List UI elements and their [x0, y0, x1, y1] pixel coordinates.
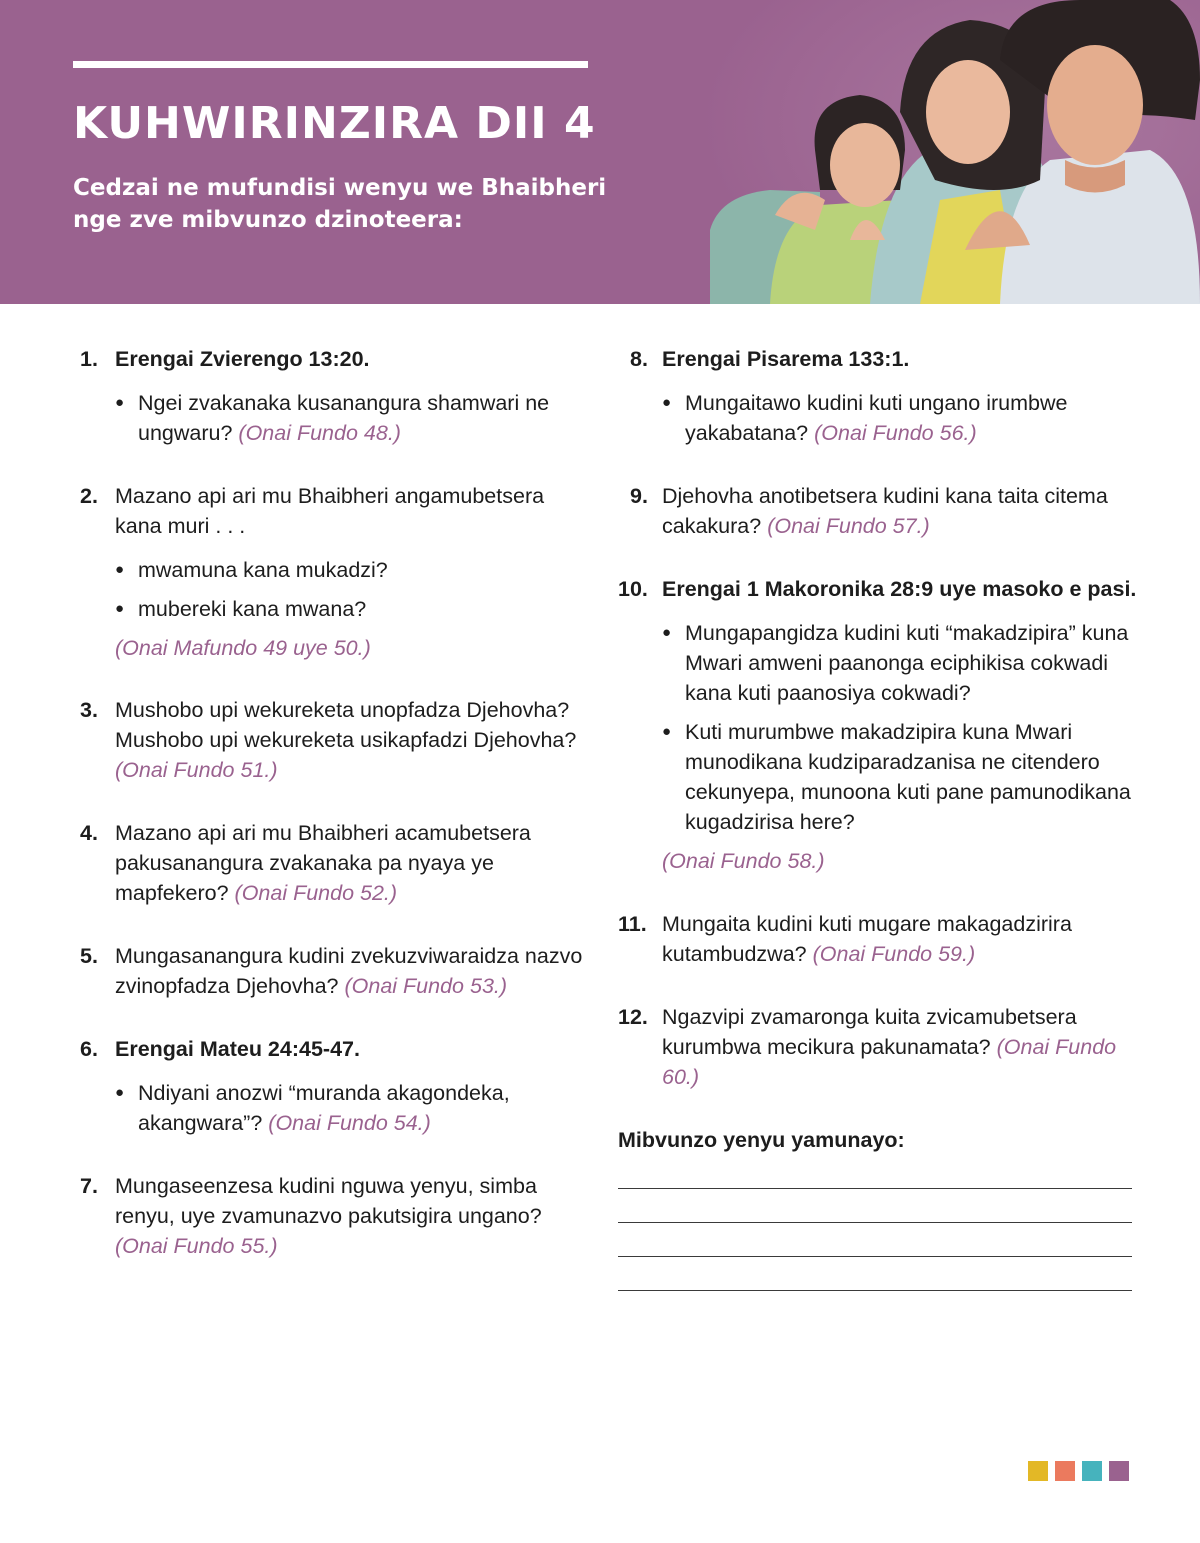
bullet-list	[115, 388, 590, 448]
reference-link[interactable]: (Onai Fundo 51.)	[115, 758, 278, 782]
question-text: Djehovha anotibetsera kudini kana taita citema cakakura?	[662, 484, 1108, 538]
header-rule	[73, 61, 588, 68]
question-number: 10.	[618, 577, 648, 601]
swatch-purple	[1109, 1461, 1129, 1481]
bullet-text: Ndiyani anozwi “muranda akagondeka, akangwara”?	[138, 1081, 510, 1135]
bullet-text: Kuti murumbwe makadzipira kuna Mwari munodikana kudziparadzanisa ne citendero cekunyepa, munoona kuti pane pamunodikana kugadzirisa here?	[685, 720, 1131, 834]
question-number: 6.	[80, 1037, 98, 1061]
bullet-text: mubereki kana mwana?	[138, 597, 367, 621]
bullet-text: mwamuna kana mukadzi?	[138, 558, 388, 582]
bullet-list	[662, 388, 1138, 448]
swatch-yellow	[1028, 1461, 1048, 1481]
reference-link[interactable]: (Onai Fundo 57.)	[767, 514, 930, 538]
question-5	[80, 941, 590, 1001]
question-number: 2.	[80, 484, 98, 508]
bullet-item	[115, 555, 590, 585]
reference-link[interactable]: (Onai Fundo 53.)	[344, 974, 508, 998]
bullet-text: Mungaitawo kudini kuti ungano irumbwe yakabatana?	[685, 391, 1068, 445]
question-9	[618, 481, 1138, 541]
bullet-text: Mungapangidza kudini kuti “makadzipira” kuna Mwari amweni paanonga eciphikisa cokwadi kana kuti paanosiya cokwadi?	[685, 621, 1129, 705]
questions-right-column	[618, 344, 1138, 1291]
question-7	[80, 1171, 590, 1261]
color-swatches	[1028, 1461, 1129, 1481]
reference-link[interactable]: (Onai Fundo 54.)	[268, 1111, 431, 1135]
note-line[interactable]	[618, 1155, 1132, 1189]
reference-link[interactable]: (Onai Fundo 52.)	[234, 881, 398, 905]
bullet-list	[115, 1078, 590, 1138]
bullet-item	[115, 1078, 590, 1138]
reference-link[interactable]: (Onai Mafundo 49 uye 50.)	[115, 636, 371, 660]
question-number: 1.	[80, 347, 98, 371]
question-text: Mungaseenzesa kudini nguwa yenyu, simba renyu, uye zvamunazvo pakutsigira ungano?	[115, 1174, 542, 1228]
question-text: Mungaita kudini kuti mugare makagadzirira kutambudzwa?	[662, 912, 1072, 966]
question-text: Mazano api ari mu Bhaibheri acamubetsera pakusanangura zvakanaka pa nyaya ye mapfekero?	[115, 821, 531, 905]
question-number: 3.	[80, 698, 98, 722]
reference-link[interactable]: (Onai Fundo 60.)	[662, 1035, 1117, 1089]
notes-lines	[618, 1155, 1132, 1291]
bullet-item	[115, 388, 590, 448]
family-praying-illustration	[700, 0, 1200, 304]
question-text: Mungasanangura kudini zvekuzviwaraidza nazvo zvinopfadza Djehovha?	[115, 944, 583, 998]
question-lead: Erengai Mateu 24:45-47.	[115, 1037, 360, 1061]
notes-label: Mibvunzo yenyu yamunayo:	[618, 1128, 905, 1152]
header-banner	[0, 0, 1200, 304]
question-number: 12.	[618, 1005, 648, 1029]
reference-link[interactable]: (Onai Fundo 58.)	[662, 849, 825, 873]
question-number: 9.	[630, 484, 648, 508]
bullet-list	[662, 618, 1138, 837]
question-text: Mushobo upi wekureketa unopfadza Djehovha? Mushobo upi wekureketa usikapfadzi Djehovha?	[115, 698, 577, 752]
note-line[interactable]	[618, 1257, 1132, 1291]
bullet-item	[662, 618, 1138, 708]
note-line[interactable]	[618, 1223, 1132, 1257]
question-10	[618, 574, 1138, 876]
swatch-teal	[1082, 1461, 1102, 1481]
question-11	[618, 909, 1138, 969]
bullet-item	[662, 717, 1138, 837]
question-1	[80, 344, 590, 448]
question-number: 4.	[80, 821, 98, 845]
question-number: 8.	[630, 347, 648, 371]
question-4	[80, 818, 590, 908]
question-text: Mazano api ari mu Bhaibheri angamubetsera kana muri . . .	[115, 484, 545, 538]
reference-link[interactable]: (Onai Fundo 48.)	[238, 421, 401, 445]
reference-link[interactable]: (Onai Fundo 59.)	[812, 942, 976, 966]
question-number: 7.	[80, 1174, 98, 1198]
page-title: KUHWIRINZIRA DII 4	[73, 98, 596, 149]
page-subtitle: Cedzai ne mufundisi wenyu we Bhaibheri nge zve mibvunzo dzinoteera:	[73, 175, 607, 233]
question-8	[618, 344, 1138, 448]
question-2	[80, 481, 590, 663]
question-number: 11.	[618, 912, 647, 936]
bullet-list	[115, 555, 590, 624]
bullet-item	[115, 594, 590, 624]
swatch-coral	[1055, 1461, 1075, 1481]
question-lead: Erengai Pisarema 133:1.	[662, 347, 910, 371]
reference-link[interactable]: (Onai Fundo 56.)	[814, 421, 977, 445]
bullet-item	[662, 388, 1138, 448]
note-line[interactable]	[618, 1189, 1132, 1223]
question-3	[80, 695, 590, 785]
bullet-text: Ngei zvakanaka kusanangura shamwari ne ungwaru?	[138, 391, 550, 445]
question-number: 5.	[80, 944, 98, 968]
question-lead: Erengai Zvierengo 13:20.	[115, 347, 370, 371]
questions-left-column	[80, 344, 590, 1261]
question-12	[618, 1002, 1138, 1092]
question-6	[80, 1034, 590, 1138]
question-text: Ngazvipi zvamaronga kuita zvicamubetsera kurumbwa mecikura pakunamata?	[662, 1005, 1077, 1059]
question-lead: Erengai 1 Makoronika 28:9 uye masoko e pasi.	[662, 577, 1137, 601]
reference-link[interactable]: (Onai Fundo 55.)	[115, 1234, 278, 1258]
